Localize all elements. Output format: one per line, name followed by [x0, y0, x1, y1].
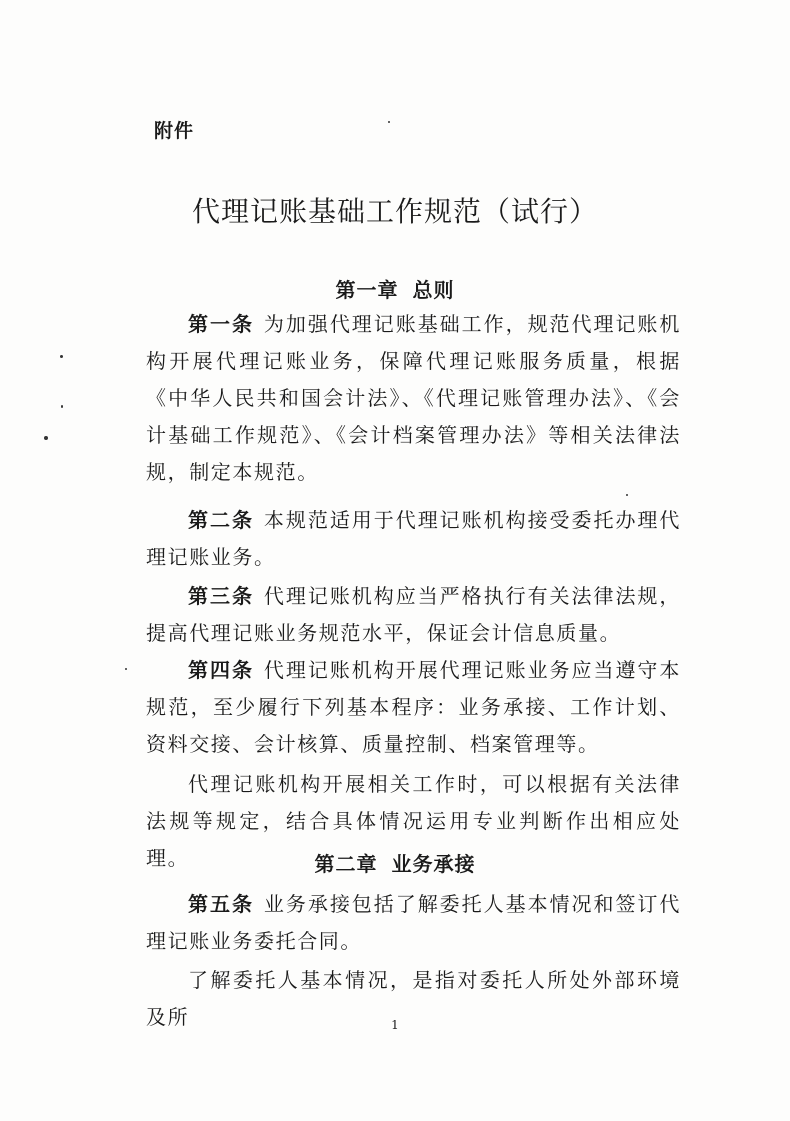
scan-speck [388, 121, 390, 123]
chapter-1-number: 第一章 [335, 278, 399, 302]
scan-speck [44, 436, 48, 440]
scan-speck [61, 405, 63, 408]
article-3-label: 第三条 [188, 584, 254, 608]
chapter-1-name: 总则 [412, 278, 455, 302]
article-3-text: 代理记账机构应当严格执行有关法律法规，提高代理记账业务规范水平，保证会计信息质量。 [146, 584, 681, 645]
article-2 [146, 502, 681, 576]
article-4 [146, 652, 681, 763]
article-4-label: 第四条 [188, 658, 254, 682]
article-5 [146, 886, 681, 960]
page-number: 1 [391, 1018, 399, 1032]
article-4-extra: 代理记账机构开展相关工作时，可以根据有关法律法规等规定，结合具体情况运用专业判断作出相应处理。 [146, 772, 681, 870]
scan-speck [125, 668, 127, 670]
scan-speck [60, 355, 63, 358]
article-4-text: 代理记账机构开展代理记账业务应当遵守本规范，至少履行下列基本程序：业务承接、工作计划、资料交接、会计核算、质量控制、档案管理等。 [146, 658, 681, 756]
article-3 [146, 578, 681, 652]
article-5-label: 第五条 [188, 892, 254, 916]
article-1-label: 第一条 [188, 312, 254, 336]
document-title: 代理记账基础工作规范（试行） [191, 195, 598, 228]
scan-speck [626, 494, 628, 496]
attachment-label: 附件 [154, 120, 195, 142]
article-5-extra: 了解委托人基本情况，是指对委托人所处外部环境及所 [146, 968, 681, 1029]
chapter-1-heading [0, 274, 790, 303]
chapter-2-name: 业务承接 [391, 852, 476, 876]
article-2-label: 第二条 [188, 508, 254, 532]
article-2-text: 本规范适用于代理记账机构接受委托办理代理记账业务。 [146, 508, 681, 569]
article-1-text: 为加强代理记账基础工作，规范代理记账机构开展代理记账业务，保障代理记账服务质量，根据《中华人民共和国会计法》、《代理记账管理办法》、《会计基础工作规范》、《会计档案管理办法》等相关法律法规，制定本规范。 [146, 312, 681, 484]
article-1 [146, 306, 681, 491]
article-5-text: 业务承接包括了解委托人基本情况和签订代理记账业务委托合同。 [146, 892, 681, 953]
chapter-2-number: 第二章 [314, 852, 378, 876]
chapter-2-heading [0, 848, 790, 877]
